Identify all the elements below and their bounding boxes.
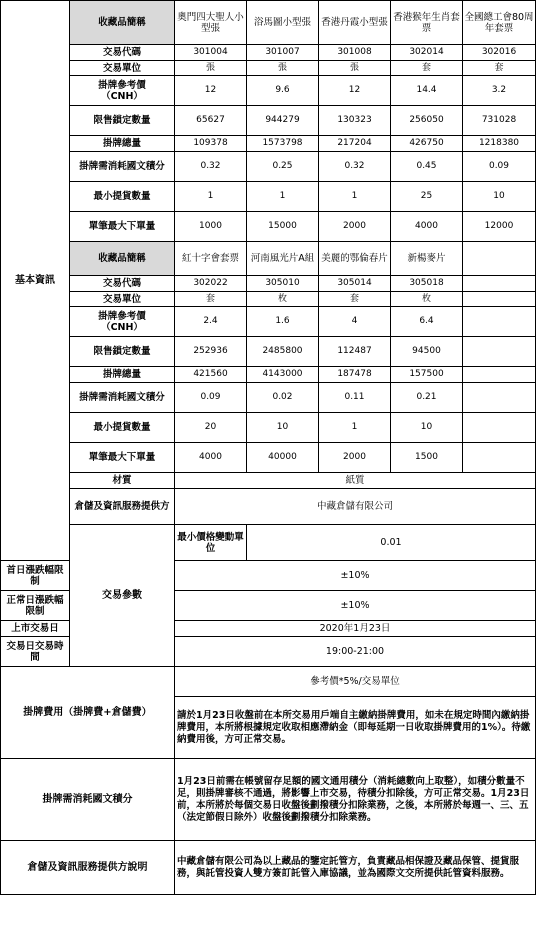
- price-cell: 3.2: [463, 76, 536, 106]
- min-cell: 10: [391, 413, 463, 443]
- max-cell: 4000: [391, 212, 463, 242]
- unit-cell: 套: [175, 292, 247, 307]
- points-cell: 0.21: [391, 383, 463, 413]
- points-cell: 0.32: [319, 152, 391, 182]
- min-pickup-label: 最小提貨數量: [70, 413, 175, 443]
- material-label: 材質: [70, 473, 175, 489]
- code-cell: 301008: [319, 45, 391, 61]
- table-row: [1, 45, 536, 61]
- locked-cell: 944279: [247, 106, 319, 136]
- locked-cell: 256050: [391, 106, 463, 136]
- trading-hours-value: 19:00-21:00: [175, 637, 536, 667]
- min-cell: 10: [247, 413, 319, 443]
- unit-cell: 套: [319, 292, 391, 307]
- max-cell: 2000: [319, 443, 391, 473]
- empty-cell: [463, 367, 536, 383]
- item-name-header: 收藏品簡稱: [70, 242, 175, 276]
- locked-cell: 130323: [319, 106, 391, 136]
- item-name-cell: 浴馬圖小型張: [247, 1, 319, 45]
- price-cell: 9.6: [247, 76, 319, 106]
- normal-limit-label: 正常日漲跌幅限制: [1, 591, 70, 621]
- max-order-label: 單筆最大下單量: [70, 443, 175, 473]
- locked-qty-label: 限售鎖定數量: [70, 106, 175, 136]
- trade-code-label: 交易代碼: [70, 276, 175, 292]
- min-cell: 1: [319, 413, 391, 443]
- min-pickup-label: 最小提貨數量: [70, 182, 175, 212]
- points-cell: 0.02: [247, 383, 319, 413]
- min-cell: 20: [175, 413, 247, 443]
- table-row: [1, 242, 536, 276]
- unit-cell: 張: [175, 61, 247, 76]
- first-day-limit-label: 首日漲跌幅限制: [1, 561, 70, 591]
- table-row: [1, 136, 536, 152]
- total-cell: 421560: [175, 367, 247, 383]
- table-row: [1, 212, 536, 242]
- total-cell: 426750: [391, 136, 463, 152]
- item-name-cell: 香港丹霞小型張: [319, 1, 391, 45]
- empty-cell: [463, 292, 536, 307]
- points-cell: 0.09: [463, 152, 536, 182]
- points-cell: 0.32: [175, 152, 247, 182]
- table-row: [1, 76, 536, 106]
- locked-cell: 2485800: [247, 337, 319, 367]
- total-cell: 4143000: [247, 367, 319, 383]
- min-cell: 1: [247, 182, 319, 212]
- storage-provider-label: 倉儲及資訊服務提供方: [70, 489, 175, 525]
- locked-cell: 94500: [391, 337, 463, 367]
- table-row: [1, 337, 536, 367]
- code-cell: 302016: [463, 45, 536, 61]
- price-cell: 6.4: [391, 307, 463, 337]
- points-label: 掛牌需消耗國文積分: [70, 152, 175, 182]
- code-cell: 305018: [391, 276, 463, 292]
- empty-cell: [463, 276, 536, 292]
- table-row: [1, 759, 536, 841]
- table-row: [1, 473, 536, 489]
- provider-desc-label: 倉儲及資訊服務提供方說明: [1, 841, 175, 895]
- unit-cell: 張: [247, 61, 319, 76]
- listing-fee-formula: 參考價*5%/交易單位: [175, 667, 536, 697]
- code-cell: 305010: [247, 276, 319, 292]
- max-order-label: 單筆最大下單量: [70, 212, 175, 242]
- item-name-cell: 全國總工會80周年套票: [463, 1, 536, 45]
- empty-cell: [463, 413, 536, 443]
- max-cell: 2000: [319, 212, 391, 242]
- total-listed-label: 掛牌總量: [70, 136, 175, 152]
- trade-code-label: 交易代碼: [70, 45, 175, 61]
- max-cell: 1000: [175, 212, 247, 242]
- locked-cell: 252936: [175, 337, 247, 367]
- listing-day-value: 2020年1月23日: [175, 621, 536, 637]
- table-row: [1, 667, 536, 697]
- total-cell: 217204: [319, 136, 391, 152]
- material-value: 紙質: [175, 473, 536, 489]
- item-name-header: 收藏品簡稱: [70, 1, 175, 45]
- locked-qty-label: 限售鎖定數量: [70, 337, 175, 367]
- min-cell: 1: [175, 182, 247, 212]
- locked-cell: 65627: [175, 106, 247, 136]
- item-name-cell: 香港猴年生肖套票: [391, 1, 463, 45]
- price-cell: 12: [319, 76, 391, 106]
- table-row: [1, 413, 536, 443]
- ref-price-label: 掛牌參考價 （CNH）: [70, 76, 175, 106]
- table-row: [1, 841, 536, 895]
- empty-cell: [463, 337, 536, 367]
- table-row: [1, 383, 536, 413]
- code-cell: 301007: [247, 45, 319, 61]
- table-row: [1, 489, 536, 525]
- empty-cell: [463, 443, 536, 473]
- unit-cell: 套: [463, 61, 536, 76]
- ref-price-label: 掛牌參考價 （CNH）: [70, 307, 175, 337]
- unit-cell: 枚: [247, 292, 319, 307]
- total-cell: 1573798: [247, 136, 319, 152]
- price-cell: 4: [319, 307, 391, 337]
- section-basic-info: 基本資訊: [1, 1, 70, 561]
- provider-desc-note: 中藏倉儲有限公司為以上藏品的鑒定託管方，負責藏品相保證及藏品保管、提貨服務，與託管投資人雙方簽訂託管入庫協議，並為國際文交所提供託管資料服務。: [175, 841, 536, 895]
- total-cell: 109378: [175, 136, 247, 152]
- unit-cell: 枚: [391, 292, 463, 307]
- empty-cell: [463, 383, 536, 413]
- max-cell: 12000: [463, 212, 536, 242]
- listing-fee-label: 掛牌費用（掛牌費+倉儲費）: [1, 667, 175, 759]
- total-listed-label: 掛牌總量: [70, 367, 175, 383]
- item-name-cell: 新楊麥片: [391, 242, 463, 276]
- points-cell: 0.25: [247, 152, 319, 182]
- table-row: [1, 367, 536, 383]
- min-cell: 25: [391, 182, 463, 212]
- price-cell: 14.4: [391, 76, 463, 106]
- min-cell: 1: [319, 182, 391, 212]
- item-name-cell: 美麗的鄂倫春片: [319, 242, 391, 276]
- unit-cell: 套: [391, 61, 463, 76]
- trading-hours-label: 交易日交易時間: [1, 637, 70, 667]
- price-cell: 2.4: [175, 307, 247, 337]
- code-cell: 305014: [319, 276, 391, 292]
- total-cell: 187478: [319, 367, 391, 383]
- tick-label: 最小價格變動單位: [175, 525, 247, 561]
- max-cell: 1500: [391, 443, 463, 473]
- table-row: [1, 292, 536, 307]
- max-cell: 15000: [247, 212, 319, 242]
- points-cell: 0.45: [391, 152, 463, 182]
- max-cell: 40000: [247, 443, 319, 473]
- normal-limit-value: ±10%: [175, 591, 536, 621]
- points-cell: 0.11: [319, 383, 391, 413]
- code-cell: 302022: [175, 276, 247, 292]
- total-cell: 1218380: [463, 136, 536, 152]
- price-cell: 12: [175, 76, 247, 106]
- points-note: 1月23日前需在帳號留存足額的國文通用積分（消耗總數向上取整），如積分數量不足，則掛牌審核不通過，將影響上市交易，待積分扣除後，方可正常交易。1月23日前，本所將於每個交易日收盤後劃撥積分扣除業務，之後，本所將於每週一、三、五（法定節假日除外）收盤後劃撥積分扣除業務。: [175, 759, 536, 841]
- trade-unit-label: 交易單位: [70, 292, 175, 307]
- table-row: [1, 61, 536, 76]
- total-cell: 157500: [391, 367, 463, 383]
- item-name-cell: 河南風光片A組: [247, 242, 319, 276]
- listing-fee-note: 請於1月23日收盤前在本所交易用戶端自主繳納掛牌費用，如未在規定時間內繳納掛牌費用，本所將根據規定收取相應滯納金（即每延期一日收取掛牌費用的1%）。待繳納費用後，方可正常交易。: [175, 697, 536, 759]
- empty-cell: [463, 242, 536, 276]
- table-row: [1, 106, 536, 136]
- listing-day-label: 上市交易日: [1, 621, 70, 637]
- points-section-label: 掛牌需消耗國文積分: [1, 759, 175, 841]
- first-day-limit-value: ±10%: [175, 561, 536, 591]
- section-trade-params: 交易參數: [70, 525, 175, 667]
- price-cell: 1.6: [247, 307, 319, 337]
- points-cell: 0.09: [175, 383, 247, 413]
- min-cell: 10: [463, 182, 536, 212]
- table-row: [1, 525, 536, 561]
- unit-cell: 張: [319, 61, 391, 76]
- trade-unit-label: 交易單位: [70, 61, 175, 76]
- table-row: [1, 276, 536, 292]
- points-label: 掛牌需消耗國文積分: [70, 383, 175, 413]
- table-row: [1, 443, 536, 473]
- locked-cell: 112487: [319, 337, 391, 367]
- item-name-cell: 奧門四大聖人小型張: [175, 1, 247, 45]
- storage-provider-value: 中藏倉儲有限公司: [175, 489, 536, 525]
- table-row: [1, 182, 536, 212]
- item-name-cell: 紅十字會套票: [175, 242, 247, 276]
- table-row: [1, 307, 536, 337]
- table-row: [1, 1, 536, 45]
- code-cell: 301004: [175, 45, 247, 61]
- table-row: [1, 152, 536, 182]
- max-cell: 4000: [175, 443, 247, 473]
- locked-cell: 731028: [463, 106, 536, 136]
- code-cell: 302014: [391, 45, 463, 61]
- tick-value: 0.01: [247, 525, 536, 561]
- empty-cell: [463, 307, 536, 337]
